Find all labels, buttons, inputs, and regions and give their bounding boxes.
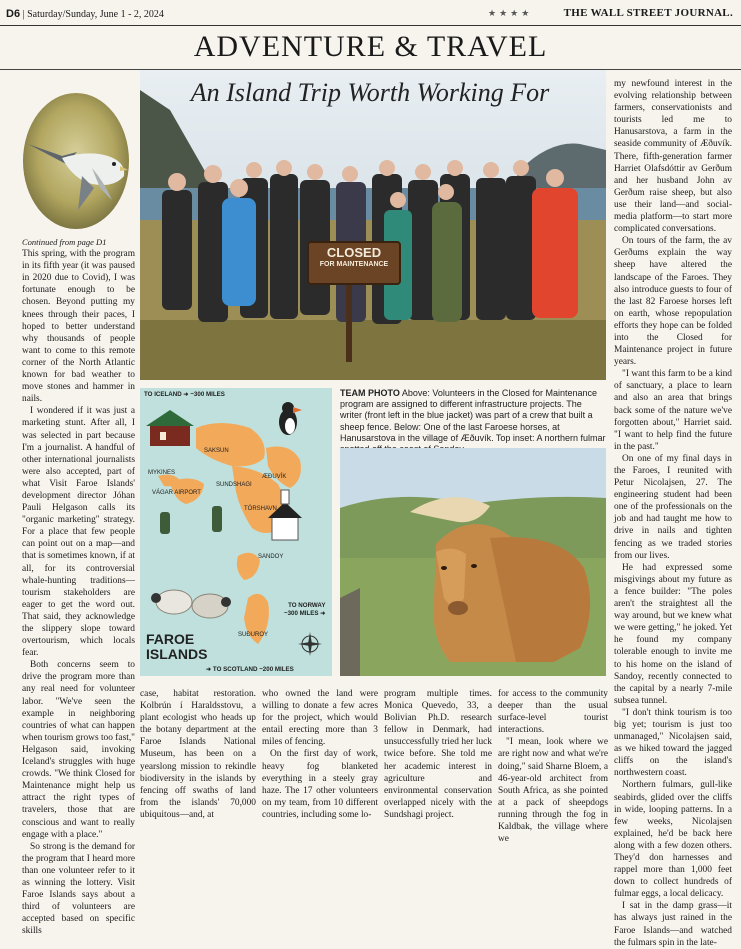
- compass-icon: [298, 632, 322, 656]
- caption-lead: TEAM PHOTO: [340, 388, 400, 398]
- map-label-scotland: ➜ TO SCOTLAND ~200 MILES: [206, 666, 294, 673]
- sign-text: [308, 246, 400, 269]
- sheep-icon: [151, 590, 231, 618]
- map-place-torshavn: TÓRSHAVN: [244, 506, 277, 512]
- map-title: [146, 632, 207, 662]
- workers-figures: [160, 506, 222, 534]
- map-place-saksun: SAKSUN: [204, 448, 229, 454]
- farmhouse-icon: [146, 410, 194, 446]
- sign-line-for: FOR: [319, 261, 335, 268]
- issue-date: Saturday/Sunday, June 1 - 2, 2024: [27, 9, 164, 20]
- paragraph: case, habitat restoration. Kolbrún í Haraldsstovu, a plant ecologist who heads up the botany department at the Faroe Islands National Museum, has been on a yearslong mission to rekindle biodiversity in the islands by fencing off swaths of land from the islands' 70,000 ubiquitous—and, at: [140, 689, 256, 820]
- map-place-sundshagi: SUNDSHAGI: [216, 482, 252, 488]
- paragraph: Both concerns seem to drive the program more than any real need for volunteer labor. "We've seen the example in neighboring countries of what can happen when tourism grows too fast," Helgason said, invoking Iceland's struggles with huge crowds. "We think Closed for Maintenance might help us attract the right types of travelers, those that are conscious and want to really engage with a place.": [22, 660, 135, 840]
- map-label-norway-line2: ~300 MILES ➜: [284, 610, 326, 617]
- sign-line-maintenance: [308, 260, 400, 269]
- paragraph: So strong is the demand for the program that I heard more than one volunteer refer to it as winning the lottery. Visit Faroe Islands says about a third of volunteers are accepted based on specific skills: [22, 841, 135, 937]
- edition-stars: ★★★★: [488, 8, 533, 18]
- photo-caption: [340, 388, 606, 455]
- page-number: D6: [6, 8, 21, 20]
- paragraph: On one of my final days in the Faroes, I reunited with Petur Nicolajsen, 27. The engineering student had been one of the professionals on the job and had taught me how to drive in nails and tighten fencing as we traded stories from our lives.: [614, 453, 732, 561]
- article-column-2: [140, 688, 256, 820]
- map-place-mykines: MYKINES: [148, 470, 176, 476]
- sign-line-maintenance-word: MAINTENANCE: [336, 261, 389, 268]
- paragraph: On tours of the farm, the av Gerðums explain the way sheep have altered the landscape of the Faroes. They also introduce guests to four of the last 82 Faroese horses left on earth, whose repopulation efforts they hope can be folded into the Closed for Maintenance project in future years.: [614, 236, 732, 368]
- fulmar-icon: [22, 92, 130, 230]
- map-place-suduroy: SUÐUROY: [238, 632, 269, 638]
- article-column-5: [498, 688, 608, 845]
- caption-text: Above: Volunteers in the Closed for Maintenance program are assigned to different infrastructure projects. The writer (front left in the blue jacket) was part of a crew that built a sheep fence. Below: One of the last Faroese horses, at Hanusarstova in the village of Æðuvík. Top inset: A northern fulmar: [340, 388, 606, 443]
- continued-from: Continued from page D1: [22, 237, 107, 247]
- masthead: THE WALL STREET JOURNAL.: [563, 7, 733, 19]
- sign-line-closed: CLOSED: [326, 245, 382, 260]
- article-column-3: [262, 688, 378, 820]
- faroe-map: [140, 388, 332, 676]
- paragraph: "I don't think tourism is too big yet; tourism is just too unmanaged," Nicolajsen said, as we hiked toward the jagged cliffs on the island's northwestern coast.: [614, 707, 732, 779]
- paragraph: my newfound interest in the evolving relationship between farmers, conservationists and tourists led me to Hanusarstova, a farm in the seaside community of Æðuvík. There, fifth-generation farmer Harriet Olafsdóttir av Gerðum and her husband John av Gerðum raise sheep, but also use their land—and social-media platform—to start more complicated conversations.: [614, 79, 732, 235]
- article-column-1: [22, 236, 135, 937]
- headline: An Island Trip Worth Working For: [190, 78, 550, 107]
- map-title-line1: FAROE: [146, 631, 195, 647]
- article-column-4: [384, 688, 492, 820]
- map-place-vagar: VÁGAR AIRPORT: [152, 490, 201, 496]
- paragraph: This spring, with the program in its fifth year (it was paused in 2020 due to Covid), I was fortunate enough to be chosen. Beyond putting my knees through their paces, I hoped to better understand why thousands of people want to come to this remote corner of the North Atlantic known for bad weather to move stones and hammer in nails.: [22, 249, 135, 405]
- paragraph: "I mean, look where we are right now and what we're doing," said Sharne Bloem, a 46-year-old architect from South Africa, as she pointed at a pack of sheepdogs running through the fog in Kaldbak, the village where we: [498, 737, 608, 845]
- paragraph: who owned the land were willing to donate a few acres for the project, which would entail erecting more than 3 miles of fencing.: [262, 689, 378, 748]
- page-folio: D6 | Saturday/Sunday, June 1 - 2, 2024: [6, 8, 164, 20]
- section-title: ADVENTURE & TRAVEL: [193, 30, 548, 63]
- map-place-sandoy: SANDOY: [258, 554, 284, 560]
- map-title-line2: ISLANDS: [146, 646, 208, 662]
- map-place-aeduvik: ÆÐUVÍK: [262, 474, 287, 480]
- fulmar-photo: [22, 92, 130, 230]
- article-column-6: [614, 78, 732, 948]
- paragraph: Northern fulmars, gull-like seabirds, glided over the cliffs in wide, looping patterns. In a few weeks, Nicolajsen explained, he'd be back here along with a few dozen others. They'd don harnesses and rappel more than 1,000 feet down to collect hundreds of fulmar eggs, a local delicacy.: [614, 780, 732, 900]
- paragraph: On the first day of work, heavy fog blanketed everything in a steely gray haze. The 17 other volunteers on my team, from 10 different countries, including some lo-: [262, 749, 378, 820]
- paragraph: I wondered if it was just a marketing stunt. After all, I was selected in part because I'm a journalist. A handful of other international journalists were also accepted, part of what Visit Faroe Islands' development director Jóhan Pauli Helgason calls its "organic marketing" strategy. For a place that few people can point out on a map—and that is sometimes known, if at all, for its controversial whale-hunting traditions—tourism stakeholders are eager to get the word out. That said, they acknowledge the slippery slope toward overtourism, which locals fear.: [22, 406, 135, 659]
- map-label-iceland: TO ICELAND ➜ ~300 MILES: [144, 391, 225, 398]
- paragraph: program multiple times. Monica Quevedo, 33, a Bolivian Ph.D. research fellow in Denmark, had unsuccessfully tried her luck twice before. She told me her academic interest in agriculture and environmental conservation overlapped nicely with the Sundshagi project.: [384, 689, 492, 820]
- paragraph: I sat in the damp grass—it has always just rained in the Faroe Islands—and watched the fulmars spin in the late-: [614, 901, 732, 948]
- team-photo: [140, 70, 606, 380]
- map-label-norway-line1: TO NORWAY: [288, 602, 326, 609]
- puffin-icon: [279, 402, 302, 435]
- paragraph: He had expressed some misgivings about my future as a fence builder: "The poles aren't the straightest all the way around, but we knew what we were getting," he joked. Yet he found my company tolerable enough to invite me to his home on the island of Sandoy, recently connected to the capital by a nearly 7-mile subsea tunnel.: [614, 562, 732, 706]
- paragraph: "I want this farm to be a kind of sanctuary, a place to learn and also an area that brings back some of the nature we've forgotten about," Harriet said. "I want to help find the future in the past.": [614, 369, 732, 452]
- running-header: [0, 0, 741, 26]
- horse-photo: [340, 448, 606, 676]
- map-label-norway: [284, 602, 325, 618]
- paragraph: for access to the community deeper than the usual surface-level tourist interactions.: [498, 689, 608, 736]
